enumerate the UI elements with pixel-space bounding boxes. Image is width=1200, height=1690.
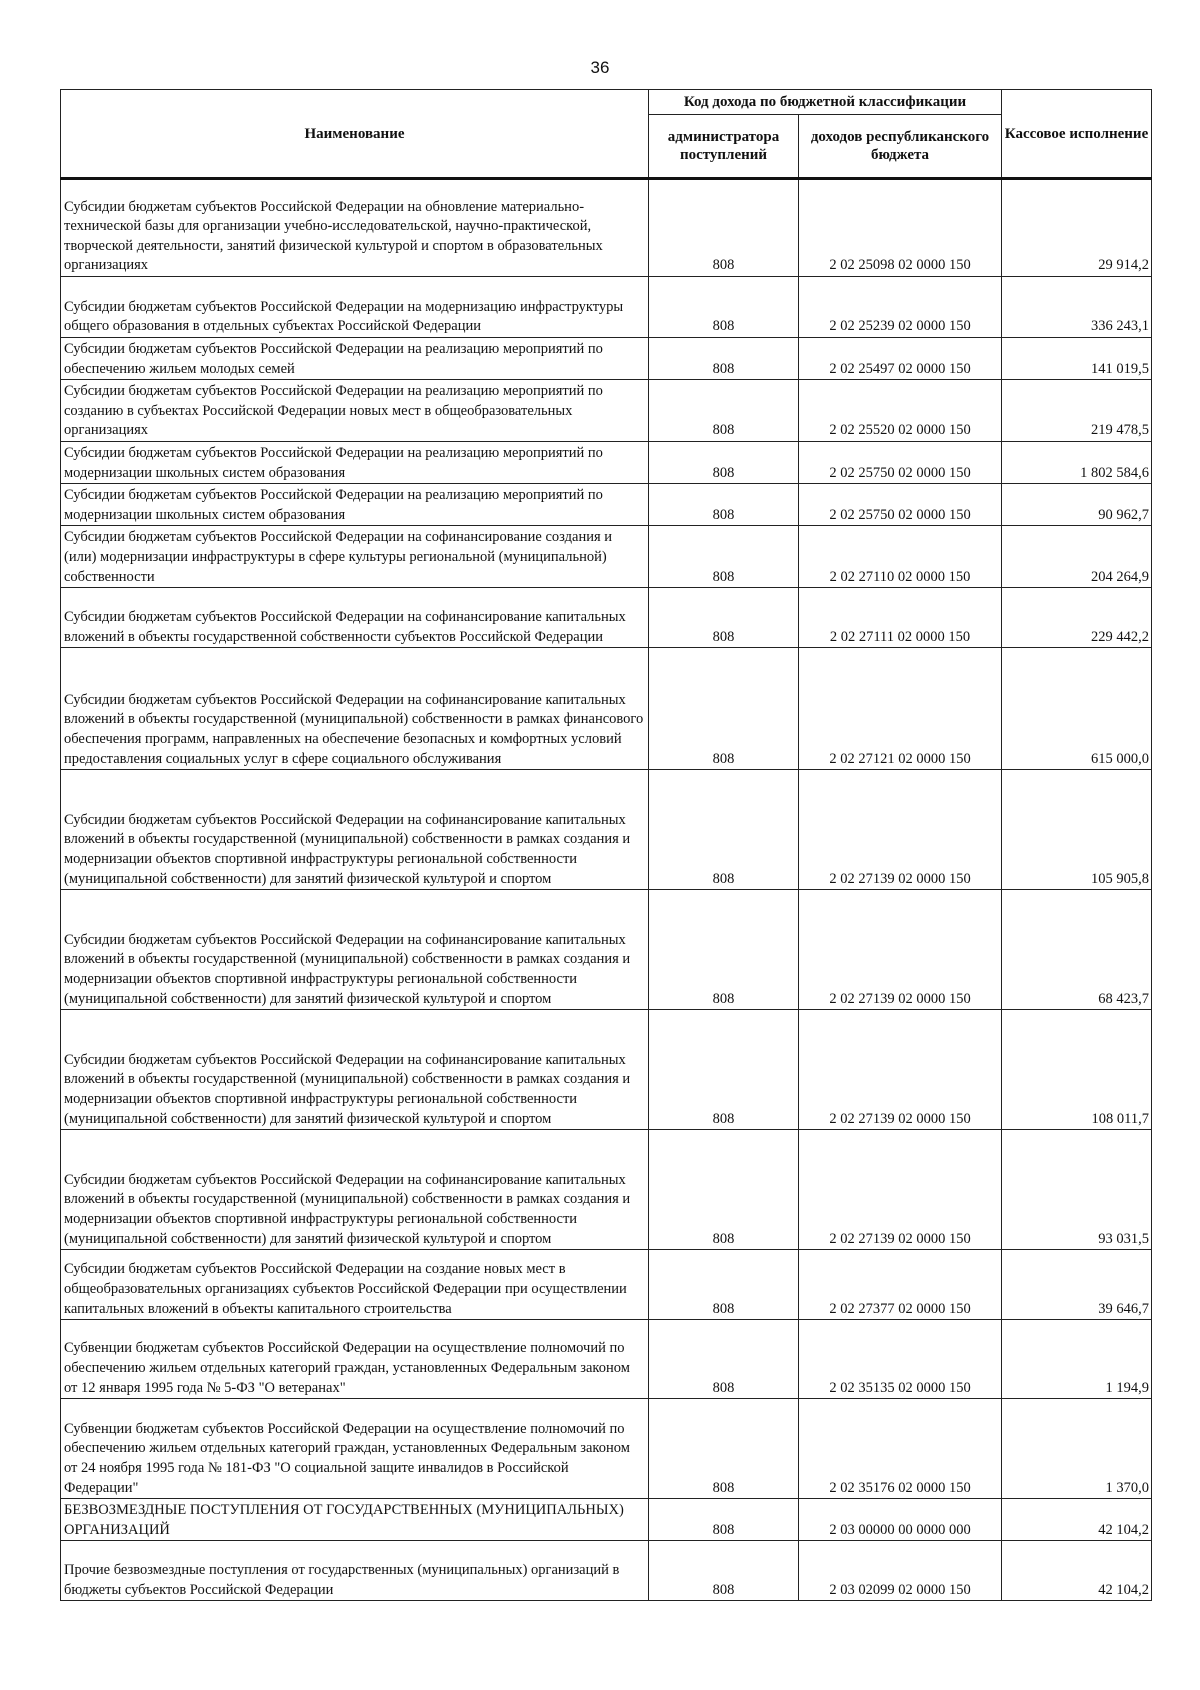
row-code-cell: 2 02 25520 02 0000 150 [799, 380, 1002, 442]
row-name-cell: Субсидии бюджетам субъектов Российской Федерации на реализацию мероприятий по обеспечению жильем молодых семей [61, 338, 649, 380]
table-row [61, 1541, 1152, 1601]
row-amount-cell: 29 914,2 [1002, 179, 1152, 277]
header-name: Наименование [61, 90, 649, 179]
row-name-cell: Субсидии бюджетам субъектов Российской Федерации на софинансирование капитальных вложений в объекты государственной собственности субъектов Российской Федерации [61, 588, 649, 648]
row-amount-cell: 615 000,0 [1002, 648, 1152, 770]
row-name-cell: Субсидии бюджетам субъектов Российской Федерации на софинансирование капитальных вложений в объекты государственной (муниципальной) собственности в рамках создания и модернизации объектов спортивной инфраструктуры региональной собственности (муниципальной собственности) для занятий физической культурой и спортом [61, 770, 649, 890]
row-admin-cell: 808 [649, 1399, 799, 1499]
row-amount-cell: 90 962,7 [1002, 484, 1152, 526]
row-amount-cell: 93 031,5 [1002, 1130, 1152, 1250]
row-admin-cell: 808 [649, 441, 799, 483]
table-row [61, 1399, 1152, 1499]
row-name-cell: Субсидии бюджетам субъектов Российской Федерации на софинансирование создания и (или) модернизации инфраструктуры в сфере культуры региональной (муниципальной) собственности [61, 526, 649, 588]
row-name-cell: Субсидии бюджетам субъектов Российской Федерации на реализацию мероприятий по модернизации школьных систем образования [61, 441, 649, 483]
row-code-cell: 2 02 35135 02 0000 150 [799, 1320, 1002, 1399]
row-amount-cell: 336 243,1 [1002, 277, 1152, 338]
table-row [61, 277, 1152, 338]
table-row [61, 441, 1152, 483]
header-admin: администратора поступлений [649, 115, 799, 179]
table-row [61, 179, 1152, 277]
row-name-cell: Субсидии бюджетам субъектов Российской Федерации на модернизацию инфраструктуры общего образования в отдельных субъектах Российской Федерации [61, 277, 649, 338]
table-row [61, 1499, 1152, 1541]
table-row [61, 338, 1152, 380]
row-code-cell: 2 02 25239 02 0000 150 [799, 277, 1002, 338]
row-admin-cell: 808 [649, 277, 799, 338]
row-name-cell: БЕЗВОЗМЕЗДНЫЕ ПОСТУПЛЕНИЯ ОТ ГОСУДАРСТВЕННЫХ (МУНИЦИПАЛЬНЫХ) ОРГАНИЗАЦИЙ [61, 1499, 649, 1541]
row-amount-cell: 204 264,9 [1002, 526, 1152, 588]
row-admin-cell: 808 [649, 179, 799, 277]
row-admin-cell: 808 [649, 1541, 799, 1601]
table-row [61, 770, 1152, 890]
row-name-cell: Субсидии бюджетам субъектов Российской Федерации на создание новых мест в общеобразовательных организациях субъектов Российской Федерации при осуществлении капитальных вложений в объекты капитального строительства [61, 1250, 649, 1320]
row-amount-cell: 1 802 584,6 [1002, 441, 1152, 483]
header-cash-execution: Кассовое исполнение [1002, 90, 1152, 179]
row-name-cell: Субвенции бюджетам субъектов Российской Федерации на осуществление полномочий по обеспечению жильем отдельных категорий граждан, установленных Федеральным законом от 12 января 1995 года № 5-ФЗ "О ветеранах" [61, 1320, 649, 1399]
row-admin-cell: 808 [649, 648, 799, 770]
row-amount-cell: 1 370,0 [1002, 1399, 1152, 1499]
row-code-cell: 2 02 35176 02 0000 150 [799, 1399, 1002, 1499]
row-code-cell: 2 02 27139 02 0000 150 [799, 890, 1002, 1010]
row-amount-cell: 219 478,5 [1002, 380, 1152, 442]
row-name-cell: Субсидии бюджетам субъектов Российской Федерации на реализацию мероприятий по модернизации школьных систем образования [61, 484, 649, 526]
row-code-cell: 2 02 27139 02 0000 150 [799, 770, 1002, 890]
row-admin-cell: 808 [649, 588, 799, 648]
table-row [61, 380, 1152, 442]
row-name-cell: Субсидии бюджетам субъектов Российской Федерации на софинансирование капитальных вложений в объекты государственной (муниципальной) собственности в рамках создания и модернизации объектов спортивной инфраструктуры региональной собственности (муниципальной собственности) для занятий физической культурой и спортом [61, 890, 649, 1010]
row-name-cell: Субсидии бюджетам субъектов Российской Федерации на обновление материально-технической базы для организации учебно-исследовательской, научно-практической, творческой деятельности, занятий физической культурой и спортом в образовательных организациях [61, 179, 649, 277]
page-number: 36 [590, 58, 610, 77]
table-row [61, 1320, 1152, 1399]
table-row [61, 1010, 1152, 1130]
row-name-cell: Субсидии бюджетам субъектов Российской Федерации на софинансирование капитальных вложений в объекты государственной (муниципальной) собственности в рамках создания и модернизации объектов спортивной инфраструктуры региональной собственности (муниципальной собственности) для занятий физической культурой и спортом [61, 1010, 649, 1130]
row-amount-cell: 1 194,9 [1002, 1320, 1152, 1399]
row-code-cell: 2 02 27139 02 0000 150 [799, 1010, 1002, 1130]
table-row [61, 648, 1152, 770]
table-row [61, 484, 1152, 526]
row-admin-cell: 808 [649, 484, 799, 526]
row-amount-cell: 42 104,2 [1002, 1541, 1152, 1601]
row-name-cell: Субсидии бюджетам субъектов Российской Федерации на реализацию мероприятий по созданию в субъектах Российской Федерации новых мест в общеобразовательных организациях [61, 380, 649, 442]
row-amount-cell: 105 905,8 [1002, 770, 1152, 890]
row-name-cell: Субсидии бюджетам субъектов Российской Федерации на софинансирование капитальных вложений в объекты государственной (муниципальной) собственности в рамках финансового обеспечения программ, направленных на обеспечение безопасных и комфортных условий предоставления социальных услуг в сфере социального обслуживания [61, 648, 649, 770]
row-admin-cell: 808 [649, 380, 799, 442]
row-admin-cell: 808 [649, 1320, 799, 1399]
row-name-cell: Субвенции бюджетам субъектов Российской Федерации на осуществление полномочий по обеспечению жильем отдельных категорий граждан, установленных Федеральным законом от 24 ноября 1995 года № 181-ФЗ "О социальной защите инвалидов в Российской Федерации" [61, 1399, 649, 1499]
table-row [61, 1130, 1152, 1250]
row-amount-cell: 108 011,7 [1002, 1010, 1152, 1130]
row-admin-cell: 808 [649, 338, 799, 380]
row-amount-cell: 68 423,7 [1002, 890, 1152, 1010]
row-amount-cell: 141 019,5 [1002, 338, 1152, 380]
row-admin-cell: 808 [649, 1250, 799, 1320]
row-code-cell: 2 02 25098 02 0000 150 [799, 179, 1002, 277]
table-body [61, 179, 1152, 1601]
budget-table [60, 89, 1152, 1601]
row-code-cell: 2 02 27377 02 0000 150 [799, 1250, 1002, 1320]
table-row [61, 890, 1152, 1010]
table-row [61, 588, 1152, 648]
row-amount-cell: 229 442,2 [1002, 588, 1152, 648]
row-admin-cell: 808 [649, 1499, 799, 1541]
row-code-cell: 2 02 25497 02 0000 150 [799, 338, 1002, 380]
row-admin-cell: 808 [649, 526, 799, 588]
row-name-cell: Субсидии бюджетам субъектов Российской Федерации на софинансирование капитальных вложений в объекты государственной (муниципальной) собственности в рамках создания и модернизации объектов спортивной инфраструктуры региональной собственности (муниципальной собственности) для занятий физической культурой и спортом [61, 1130, 649, 1250]
row-code-cell: 2 02 27139 02 0000 150 [799, 1130, 1002, 1250]
row-name-cell: Прочие безвозмездные поступления от государственных (муниципальных) организаций в бюджеты субъектов Российской Федерации [61, 1541, 649, 1601]
table-row [61, 526, 1152, 588]
table-row [61, 1250, 1152, 1320]
row-admin-cell: 808 [649, 770, 799, 890]
row-amount-cell: 39 646,7 [1002, 1250, 1152, 1320]
row-admin-cell: 808 [649, 1010, 799, 1130]
row-admin-cell: 808 [649, 1130, 799, 1250]
row-admin-cell: 808 [649, 890, 799, 1010]
row-amount-cell: 42 104,2 [1002, 1499, 1152, 1541]
header-income-code: доходов республиканского бюджета [799, 115, 1002, 179]
header-code-group: Код дохода по бюджетной классификации [649, 90, 1002, 115]
row-code-cell: 2 03 02099 02 0000 150 [799, 1541, 1002, 1601]
row-code-cell: 2 02 27110 02 0000 150 [799, 526, 1002, 588]
row-code-cell: 2 02 27111 02 0000 150 [799, 588, 1002, 648]
row-code-cell: 2 02 27121 02 0000 150 [799, 648, 1002, 770]
row-code-cell: 2 03 00000 00 0000 000 [799, 1499, 1002, 1541]
row-code-cell: 2 02 25750 02 0000 150 [799, 441, 1002, 483]
row-code-cell: 2 02 25750 02 0000 150 [799, 484, 1002, 526]
